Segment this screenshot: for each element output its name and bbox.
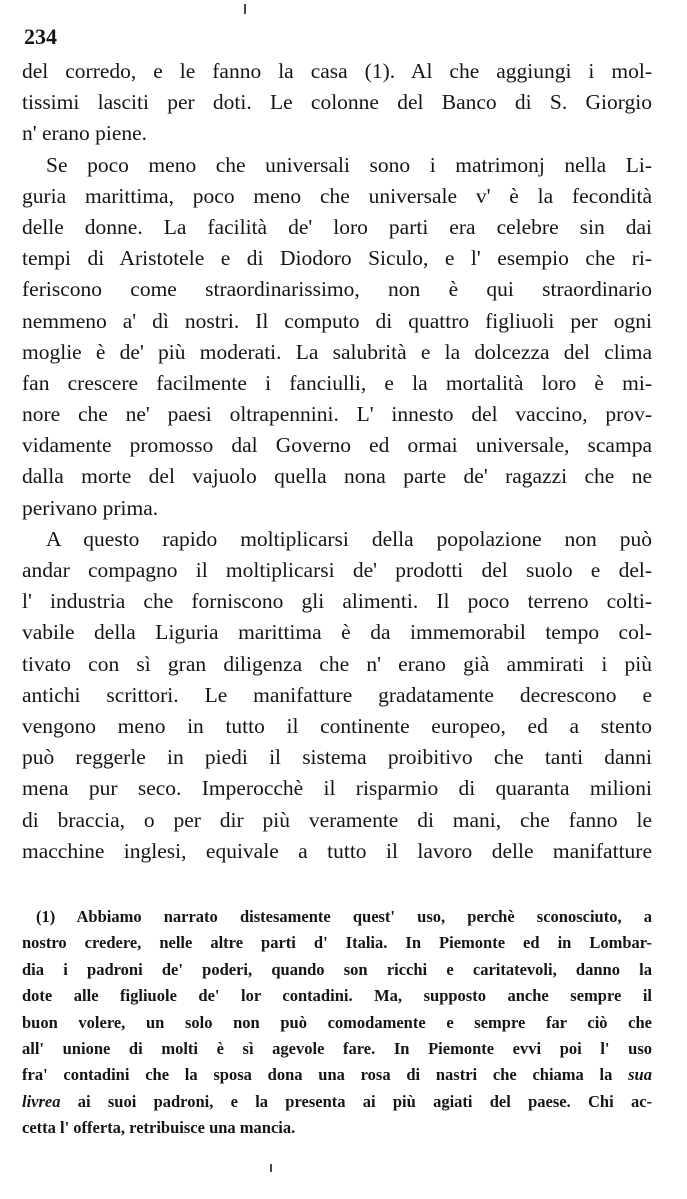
footnote-line: nostro credere, nelle altre parti d' Italia. In Piemonte ed in Lombar- <box>22 933 652 953</box>
text-line: l' industria che forniscono gli alimenti. Il poco terreno colti- <box>22 589 652 614</box>
stray-mark <box>244 4 246 14</box>
text-line: feriscono come straordinarissimo, non è qui straordinario <box>22 277 652 302</box>
text-line: tissimi lasciti per doti. Le colonne del Banco di S. Giorgio <box>22 90 652 115</box>
text-line: di braccia, o per dir più veramente di mani, che fanno le <box>22 807 652 832</box>
text-line: mena pur seco. Imperocchè il risparmio di quaranta milioni <box>22 776 652 801</box>
text-line: tivato con sì gran diligenza che n' erano già ammirati i più <box>22 651 652 676</box>
text-line: moglie è de' più moderati. La salubrità e la dolcezza del clima <box>22 339 652 364</box>
text-line: fan crescere facilmente i fanciulli, e la mortalità loro è mi- <box>22 370 652 395</box>
main-text <box>22 56 652 867</box>
text-line: antichi scrittori. Le manifatture gradatamente decrescono e <box>22 682 652 707</box>
text-line: nemmeno a' dì nostri. Il computo di quattro figliuoli per ogni <box>22 308 652 333</box>
italic-word: livrea <box>22 1091 61 1111</box>
footnote-line-text: ai suoi padroni, e la presenta ai più agiati del paese. Chi ac- <box>77 1091 653 1111</box>
text-line: Se poco meno che universali sono i matrimonj nella Li- <box>46 152 652 177</box>
text-line: perivano prima. <box>22 495 159 520</box>
text-line: andar compagno il moltiplicarsi de' prodotti del suolo e del- <box>22 558 652 582</box>
text-line: del corredo, e le fanno la casa (1). Al che aggiungi i mol- <box>22 59 652 83</box>
text-line: n' erano piene. <box>22 121 148 146</box>
footnote-line: buon volere, un solo non può comodamente e sempre far ciò che <box>22 1012 652 1032</box>
text-line: delle donne. La facilità de' loro parti era celebre sin dai <box>22 214 652 239</box>
text-line: può reggerle in piedi il sistema proibitivo che tanti danni <box>22 745 652 770</box>
text-line: tempi di Aristotele e di Diodoro Siculo, e l' esempio che ri- <box>22 246 652 271</box>
italic-word: sua <box>628 1065 652 1085</box>
footnote-line: cetta l' offerta, retribuisce una mancia. <box>22 1118 296 1138</box>
footnote-line <box>22 1089 652 1115</box>
footnote-line: dia i padroni de' poderi, quando son ricchi e caritatevoli, danno la <box>22 959 652 979</box>
footnote <box>22 904 652 1142</box>
text-line: guria marittima, poco meno che universale v' è la fecondità <box>22 183 652 208</box>
footnote-line-text: fra' contadini che la sposa dona una rosa di nastri che chiama la <box>22 1065 613 1085</box>
text-line: A questo rapido moltiplicarsi della popolazione non può <box>46 526 652 551</box>
text-line: vidamente promosso dal Governo ed ormai universale, scampa <box>22 433 652 458</box>
text-line: vabile della Liguria marittima è da immemorabil tempo col- <box>22 620 652 645</box>
text-line: nore che ne' paesi oltrapennini. L' innesto del vaccino, prov- <box>22 402 652 427</box>
text-line: vengono meno in tutto il continente europeo, ed a stento <box>22 713 652 738</box>
text-line: dalla morte del vajuolo quella nona parte de' ragazzi che ne <box>22 464 652 489</box>
page-number: 234 <box>24 24 57 49</box>
footnote-line: all' unione di molti è sì agevole fare. In Piemonte evvi poi l' uso <box>22 1038 652 1058</box>
footnote-line: dote alle figliuole de' lor contadini. Ma, supposto anche sempre il <box>22 986 652 1006</box>
stray-mark <box>270 1164 272 1172</box>
footnote-line <box>22 1062 652 1088</box>
text-line: macchine inglesi, equivale a tutto il lavoro delle manifatture <box>22 838 652 863</box>
footnote-line: (1) Abbiamo narrato distesamente quest' uso, perchè sconosciuto, a <box>36 907 652 926</box>
